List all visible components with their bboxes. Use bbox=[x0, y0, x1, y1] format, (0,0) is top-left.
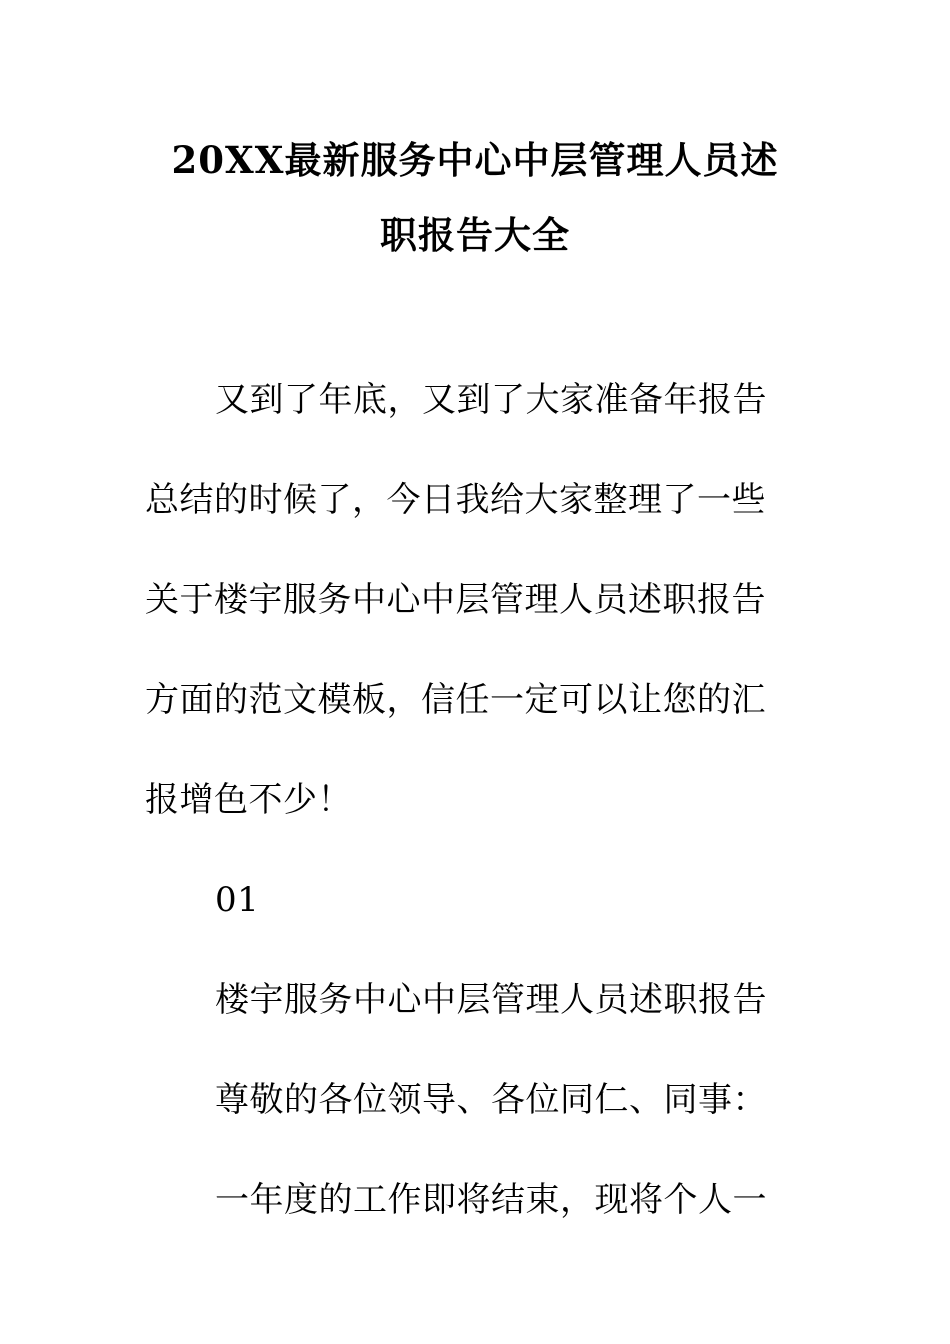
body-line-3: 关于楼宇服务中心中层管理人员述职报告 bbox=[145, 580, 766, 620]
body-line-5: 报增色不少！ bbox=[145, 780, 352, 820]
body-line-8: 尊敬的各位领导、各位同仁、同事： bbox=[215, 1080, 767, 1120]
body-line-2: 总结的时候了，今日我给大家整理了一些 bbox=[145, 480, 766, 520]
document-title-line-1: 20XX最新服务中心中层管理人员述 bbox=[171, 138, 779, 182]
body-line-1: 又到了年底，又到了大家准备年报告 bbox=[215, 380, 767, 420]
body-line-9: 一年度的工作即将结束，现将个人一 bbox=[215, 1180, 767, 1220]
section-number: 01 bbox=[215, 880, 260, 920]
document-title-line-2: 职报告大全 bbox=[380, 213, 570, 257]
body-line-4: 方面的范文模板，信任一定可以让您的汇 bbox=[145, 680, 766, 720]
body-line-7: 楼宇服务中心中层管理人员述职报告 bbox=[215, 980, 767, 1020]
